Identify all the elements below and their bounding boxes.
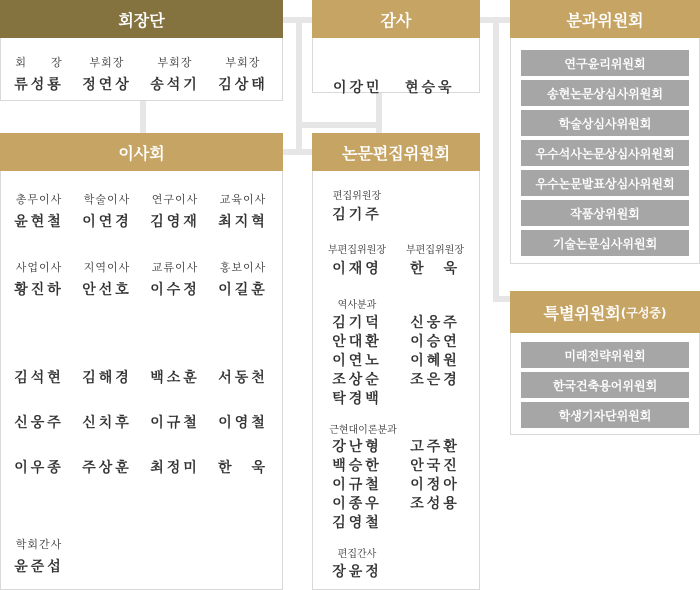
special-committee-status: (구성중) bbox=[620, 305, 667, 320]
president-group-title: 회장단 bbox=[0, 0, 283, 38]
committee-button[interactable]: 우수석사논문상심사위원회 bbox=[521, 140, 689, 166]
board-director: 서동천 bbox=[218, 370, 268, 386]
vice-president-member: 부회장 송석기 bbox=[150, 56, 200, 93]
committee-button[interactable]: 우수논문발표상심사위원회 bbox=[521, 170, 689, 196]
board-title: 이사회 bbox=[0, 133, 283, 171]
history-section-label: 역사분과 bbox=[337, 300, 377, 311]
president-group-members bbox=[5, 54, 277, 94]
board-director: 이영철 bbox=[218, 415, 268, 431]
audit-title: 감사 bbox=[312, 0, 480, 38]
editorial-vice-name: 한 욱 bbox=[409, 261, 461, 277]
committee-button[interactable]: 기술논문심사위원회 bbox=[521, 230, 689, 256]
history-members-col2: 신웅주 이승연 이혜원 조은경 bbox=[410, 315, 460, 388]
board-officer: 홍보이사 이길훈 bbox=[218, 261, 268, 298]
committees-title: 분과위원회 bbox=[510, 0, 700, 38]
connector-line bbox=[282, 149, 312, 155]
vice-president-member: 부회장 김상태 bbox=[218, 56, 268, 93]
modern-theory-section-label: 근현대이론분과 bbox=[329, 425, 397, 436]
president-group-panel bbox=[0, 0, 283, 101]
board-director: 이우종 bbox=[14, 460, 64, 476]
board-director: 김해경 bbox=[82, 370, 132, 386]
board-officer: 지역이사 안선호 bbox=[82, 261, 132, 298]
board-director: 이규철 bbox=[150, 415, 200, 431]
board-officer: 학술이사 이연경 bbox=[82, 193, 132, 230]
board-officer: 연구이사 김영재 bbox=[150, 193, 200, 230]
editorial-vice-name: 이재영 bbox=[332, 261, 382, 277]
board-director: 백소훈 bbox=[150, 370, 200, 386]
board-directors bbox=[5, 363, 277, 477]
committee-button[interactable]: 연구윤리위원회 bbox=[521, 50, 689, 76]
special-committee-title bbox=[510, 291, 700, 333]
connector-line bbox=[302, 122, 376, 128]
board-officer: 총무이사 윤현철 bbox=[14, 193, 64, 230]
committee-button[interactable]: 작품상위원회 bbox=[521, 200, 689, 226]
special-committee-title-text: 특별위원회 bbox=[543, 303, 621, 323]
editorial-secretary-name: 장윤정 bbox=[332, 564, 382, 580]
board-director: 신웅주 bbox=[14, 415, 64, 431]
connector-line bbox=[493, 17, 499, 302]
editorial-vice-role: 부편집위원장 bbox=[406, 245, 464, 256]
special-committee-button[interactable]: 학생기자단위원회 bbox=[521, 402, 689, 428]
editorial-panel bbox=[312, 133, 480, 590]
editorial-vice-role: 부편집위원장 bbox=[328, 245, 386, 256]
president-member: 회 장 류성룡 bbox=[14, 56, 64, 93]
board-director: 신치후 bbox=[82, 415, 132, 431]
committees-panel bbox=[510, 0, 700, 264]
board-director: 최정미 bbox=[150, 460, 200, 476]
audit-panel bbox=[312, 0, 480, 96]
editorial-chief-name: 김기주 bbox=[332, 207, 382, 223]
connector-line bbox=[376, 92, 382, 134]
modern-theory-members-col1: 강난형 백승한 이규철 이종우 김영철 bbox=[332, 439, 382, 531]
modern-theory-members-col2: 고주환 안국진 이정아 조성용 bbox=[410, 439, 460, 512]
board-officer: 교육이사 최지혁 bbox=[218, 193, 268, 230]
audit-member: 현승욱 bbox=[405, 80, 455, 96]
board-officer: 교류이사 이수정 bbox=[150, 261, 200, 298]
board-director: 주상훈 bbox=[82, 460, 132, 476]
board-director: 김석현 bbox=[14, 370, 64, 386]
vice-president-member: 부회장 정연상 bbox=[82, 56, 132, 93]
connector-line bbox=[296, 17, 302, 155]
connector-line bbox=[140, 100, 146, 134]
editorial-secretary-role: 편집간사 bbox=[337, 549, 377, 560]
special-committee-panel bbox=[510, 291, 700, 435]
board-director: 한 욱 bbox=[217, 460, 269, 476]
editorial-title: 논문편집위원회 bbox=[312, 133, 480, 171]
committee-button[interactable]: 학술상심사위원회 bbox=[521, 110, 689, 136]
audit-member: 이강민 bbox=[333, 80, 383, 96]
history-members-col1: 김기덕 안대환 이연노 조상순 탁경백 bbox=[332, 315, 382, 407]
special-committee-button[interactable]: 한국건축용어위원회 bbox=[521, 372, 689, 398]
connector-line bbox=[493, 296, 511, 302]
board-panel bbox=[0, 133, 283, 590]
board-secretary: 학회간사 윤준섭 bbox=[14, 538, 64, 575]
editorial-chief-role: 편집위원장 bbox=[332, 191, 382, 202]
board-officers-row-2 bbox=[5, 259, 277, 299]
committee-button[interactable]: 송현논문상심사위원회 bbox=[521, 80, 689, 106]
special-committee-button[interactable]: 미래전략위원회 bbox=[521, 342, 689, 368]
board-officers-row-1 bbox=[5, 191, 277, 231]
board-officer: 사업이사 황진하 bbox=[14, 261, 64, 298]
